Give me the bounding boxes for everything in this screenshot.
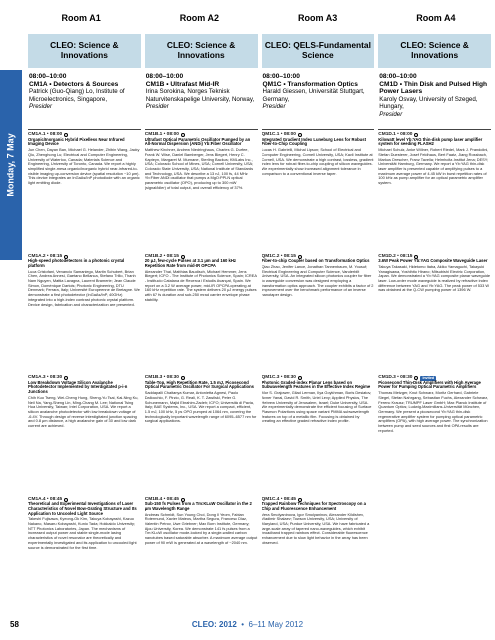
abstract-body: Takuya Takasaki, Hidetomo Itaba, Akiko Yamaguchi, Takayuki Yanagisawa, Yoshihito Hirano; Mitsubishi Electric Corporation, Japan. We demonstrated a Yb:YAG composite planar waveguide laser. Low-order mode waveguide is realized by refractive index difference between YAG and Yb:YAG. The peak power of 533 W was obtained at the Q-CW pumping power of 1396 W. [378, 263, 491, 293]
abstract-id-text: CM1B.2 • 08:15 [144, 253, 179, 259]
abstract-body: Thomas Metzger, Knut Schwarz, Moritz Gerhard, Gabriele Siegel, Stefan Nahrgang, Sebastian Fuchs, Alexander Schwarz, Ferenc Krausz; TRUMPF Laser GmbH; Max Planck Institute of Quantum Optics; Ludwig-Maximilians-Universität München, Germany. We present a picosecond Yb:YAG thin-disk regenerative amplifier system for pumping optical parametric amplifiers (OPA), with high average power. The synchronization between pump and seed sources and first OPA results are reported. [378, 390, 489, 433]
session-time: 08:00–10:00 [262, 73, 300, 80]
day-label: Monday, 7 May [6, 133, 17, 197]
abstract-title: Table-Top, High Repetition Rate, 1.5 mJ, Picosecond Optical Parametric Oscillator For Surgical Applications [144, 379, 254, 390]
abstract-title: Integrated Gradient Index Luneburg Lens for Robust Fiber-to-Chip Coupling [261, 136, 366, 147]
abstract-title: Fiber-to-chip Coupler based on Transformation Optics [261, 258, 370, 264]
session-time: 08:00–10:00 [29, 73, 67, 80]
abstract-id-text: CM1B.1 • 08:00 [144, 132, 179, 137]
abstract-entry [262, 495, 375, 617]
session-title: CM1D • Thin Disk and Pulsed High Power Lasers [379, 80, 488, 96]
abstract-title: High-speed photodetectors in a photonic crystal platform [28, 258, 125, 268]
abstract-body: Jun Chen, Dayan Ban, Michael G. Helander, Zhibin Wang, Jacky Qiu, Zhenghong Lu; Electrical and Computer Engineering, University of Waterloo, Canada; Materials Science and Engineering, University of Toronto, Canada. We report a highly simplified single-mesa organic/inorganic hybrid near-infrared-to-visible imaging up-conversion device (spatial resolution ~10 μm). This device integrates an InGaAs/InP photodiode with an organic light emitting diode. [28, 147, 140, 186]
session-presider-label: Presider [29, 103, 53, 111]
abstract-body: Lucas H. Gabrielli, Michal Lipson; School of Electrical and Computer Engineering, Cornell University, USA; Kavli Institute at Cornell, USA. We demonstrate a high contrast, lossless, gradient index lens for robust fiber-to-chip coupling of silicon waveguides. We experimentally show increased alignment tolerance in comparison to a conventional inverse taper. [261, 147, 374, 176]
abstract-id-text: QM1C.3 • 08:30 [261, 375, 296, 380]
room-header-row [22, 13, 495, 27]
abstract-title: Kilowatt level Yb:YAG thin-disk pump laser amplifier system for seeding FLASH2 [378, 136, 483, 147]
abstract-entry [145, 495, 258, 617]
day-side-tab [0, 70, 22, 260]
room-a1-label: Room A1 [61, 13, 101, 23]
session-time: 08:00–10:00 [379, 73, 417, 80]
abstract-id-text: QM1C.1 • 08:00 [261, 132, 296, 137]
session-block [145, 68, 258, 130]
session-chair: Karoly Osvay, University of Szeged, Hungary, [379, 95, 478, 111]
abstract-body: Luca Cristofani, Venancio Samaniego, Martin Schubert, Brian Chen, Andrea Annesi, Gaetano Bellanca, Stefano Trillo, Thanh Nam Nguyen, Mattia Lavagna, Laurent Bramerie; Jean Claude Simon, Doménique Dartois; Photonic Engineering, DTU Denmark; Ferrara, Italy; Université Europeenne de Bretagne. We demonstrate a first photodetector (InGaAs/InP, 40GHz) integrated into a high-index contrast photonic crystal platform. Device design, fabrication and characterization are presented. [28, 268, 140, 307]
abstract-id-text: CM1A.4 • 08:45 [28, 496, 63, 502]
abstract-body: Qiao Zhao, Jenifer Lance, Jonathan Tannenbaum, M. Yousuf; Electrical Engineering and Computer Science, Vanderbilt University, USA. An integrated silicon photonics coupler for fiber to waveguide conversion was designed employing a transformation optics approach. The coupler exhibits a factor of 2 improvement over the benchmark performance of an inverse nanotaper design. [261, 263, 374, 298]
page-footer [0, 620, 495, 632]
abstract-title: Sub-150 fs Pulses from a Tm:KLuW Oscillator in the 2 μm Wavelength Range [144, 501, 252, 511]
abstract-body: Mor S. Grajower, Gilad Lerman, Ilya Goykhman, Boris Desiatov, Avner Yanai, David R. Smith, Uriel Levy; Applied Physics, The Hebrew University of Jerusalem, Israel; Duke University, USA. We experimentally demonstrate the efficient focusing of Surface Plasmon Polaritons using space variant PMMA subwavelength features on top of a metallic film. Focusing is obtained by creating an effective graded refractive index profile. [261, 390, 372, 424]
abstract-id-text: CM1A.1 • 08:00 [28, 132, 63, 137]
track-header: CLEO: Science & Innovations [28, 34, 141, 68]
abstract-title: Photonic Graded-index Planar Lens based on Subwavelength Features in the Effective Index Regime [261, 379, 371, 390]
abstract-body: Alexander Thai, Matthias Baudisch, Michael Hemmer, Jens Biegert; ICFO - The Institute of Photonics Science, Spain; ICREA - Institucio Catalana de Recerca i Estudis Avançat, Spain. We report on a 3.2 W average power, mid-IR OPCPA operating at 160 kHz repetition rate. The system delivers 20 μJ energy pulses with 67 fs duration and sub-250 mrad carrier envelope phase stability. [144, 268, 257, 302]
abstract-body: Takeshi Fujisawa, Kyeong-Ok Kim, Takuya Kobayashi, Kazuo Nakano, Masaru Kobayashi, Kunio Tada; Hokkaido University; NTT Photonics Laboratories, Japan. The mechanisms of increased output power and stable single-mode lasing characteristics of novel resonator are theoretically and experimentally investigated and its application to uncooled light source is demonstrated for the first time. [28, 516, 137, 550]
abstract-title: Organic/Inorganic Hybrid Pixelless Near Infrared Imaging Device [28, 136, 125, 147]
schedule-columns [28, 34, 491, 616]
room-a4-label: Room A4 [416, 13, 456, 23]
abstract-body: Michael Schulz, Anke Willner, Robert Riedel, Mark J. Prandolini, Stefan Duesterer, Josef Feldhaus, Bert Faatz, Jiang Rossbach, Markus Drescher, Franz Tavella; Helmholtz-Institut Jena; DESY; Universität Hamburg, Germany. We report a Yb:YAG thin-disk laser amplifier is presented capable of amplifying pulses to a maximum average power of 4.45 kW in burst repetition rates of 100 kHz as pump amplifier for an optical parametric amplifier system. [378, 147, 489, 186]
schedule-column-3 [262, 34, 375, 616]
session-chair: Patrick (Guo-Qiang) Lo, Institute of Microelectronics, Singapore, [29, 88, 125, 103]
abstract-entry [28, 495, 141, 617]
abstract-entry [145, 373, 258, 495]
abstract-title: Theoretical and Experimental Investigations of Laser Characteristics of Novel Bow-Grating Structure and Its Application to Uncooled Light Source [28, 501, 137, 516]
session-chair: Irina Sorokina, Norges Teknisk Naturvitenskapelige University, Norway, [145, 88, 255, 103]
abstract-body: Saddapalli Chaitanya Kumar, Antonietta Agnesi, Paolo Dallocchio, F. Pirzio, G. Reali, K. T. Zawilski, Peter G. Schunemann, Majid Ebrahim-Zadeh; ICFO; Università di Pavia, Italy; BAE Systems, Inc., USA. We report a compact, efficient, 1.5 mJ, 100 kHz, 5 ps OPO pumped at 1064 nm, covering the technologically important wavelength range of 6095–6577 nm for surgical applications. [144, 390, 257, 424]
abstract-entry [262, 130, 375, 252]
abstract-entry [145, 130, 258, 252]
abstract-title: Trapped Rainbow Techniques for Spectroscopy on a Chip and Fluorescence Enhancement [261, 501, 366, 511]
abstract-id-text: CM1B.3 • 08:30 [144, 375, 179, 380]
abstract-id-text: CM1A.3 • 08:30 [28, 375, 63, 380]
abstract-title: 20 μJ, few-cycle Pulses at 3.1 μm and 160 kHz Repetition Rate from mid-IR OPCPA [144, 258, 236, 268]
track-header: CLEO: Science & Innovations [145, 34, 258, 68]
abstract-id-text: CM1D.3 • 08:30 [378, 375, 413, 380]
footer-conference: CLEO: 2012 • 6–11 May 2012 [191, 620, 304, 629]
abstract-body: Vera Smolyaninova, Igor Smolyaninov, Alexander Kildishev, Vladimir Shalaev; Towson University, USA; University of Maryland, USA; Purdue University, USA. We have fabricated a large-scale array of tapered nano-waveguides, which exhibit broadband trapped rainbow effect. Considerable fluorescence enhancement due to slow light behavior in the array has been observed. [261, 511, 370, 545]
abstract-body: Andreas Schmidt, Sun Young Choi, Dong Il Yeom, Fabian Rotermund, Xavier Mateos, Martha Segura, Francesc Diaz, Valentin Petrov, Uwe Griebner; Max Born Institute, Germany; Ajou University, Korea. We demonstrate 141 fs pulses from a Tm:KLuW oscillator mode-locked by a single-walled carbon nanotubes based saturable absorber. A maximum average output power of 90 mW is generated at a wavelength of ~2040 nm. [144, 511, 258, 545]
abstract-title: 3.6W Peak Power Yb:YAG Composite Waveguide Laser [378, 258, 488, 264]
schedule-column-4 [378, 34, 491, 616]
track-header: CLEO: Science & Innovations [378, 34, 491, 68]
session-block [378, 68, 491, 130]
abstract-body: Matthew Kirchner, Andrew Niedringhaus, Charles G. Durfee, Frank W. Wise, Daniel Bamberger, Jens Biegert, Henry C. Kapteyn, Margaret M. Murnane, Sterling Backus; KMLabs Inc., USA; Colorado School of Mines, USA; Cornell University, USA; Colorado State University, USA; National Institute of Standards and Technology, USA. We describe a 13 nJ, 100 fs, 44 MHz Yb:Fiber ANDi oscillator that pumps a MgO:PPLN optical parametric oscillator (OPO), producing up to 300 mW (signal/idler) of total output, and overall efficiency of 37%. [144, 147, 254, 190]
abstract-entry [378, 373, 491, 495]
abstract-body: Chih Kuo Tseng, Wei-Cheng Hung, Sheng-Yu Tsai, Kai-Ning Ku, Neil Na, Yang-Sheng Lin, Ming-Chang M. Lee; National Tsing Hua University, Taiwan; Intel Corporation, USA. We report a silicon avalanche photodetector with low breakdown voltage of -6.4V. Through design of reverse interdigitated junction spacing and 0.8 μm distance, a high avalanche gain of 30 and low dark current are achieved. [28, 394, 139, 429]
abstract-entry [262, 252, 375, 374]
session-time: 08:00–10:00 [145, 73, 184, 80]
abstract-title: Picosecond Thin-Disk Amplifiers with High Average Power for Pumping Optical Parametric Amplifiers [378, 379, 481, 390]
track-header: CLEO: QELS-Fundamental Science [262, 34, 375, 68]
abstract-entry [378, 130, 491, 252]
session-presider-label: Presider [145, 103, 169, 111]
session-title: QM1C • Transformation Optics [262, 80, 358, 88]
page-number: 58 [10, 620, 19, 629]
abstract-id-text: CM1A.2 • 08:15 [28, 253, 63, 259]
abstract-id-text: QM1C.2 • 08:15 [261, 253, 296, 259]
room-a3-label: Room A3 [298, 13, 338, 23]
abstract-entry [378, 495, 491, 617]
abstract-id-text: CM1B.4 • 08:45 [144, 496, 179, 502]
session-block [28, 68, 141, 130]
abstract-entry [28, 373, 141, 495]
session-chair: Harald Giessen, Universität Stuttgart, Germany, [262, 88, 365, 103]
abstract-title: Low Breakdown Voltage Silicon Avalanche Photodetector Implemented by Interdigitated p-i-n Junctions [28, 379, 128, 395]
room-a2-label: Room A2 [179, 13, 219, 23]
abstract-id-text: QM1C.4 • 08:45 [261, 496, 296, 502]
abstract-title: Ultrafast Optical Parametric Oscillator Pumped by an All-Normal Dispersion (ANDi) Yb:Fiber Oscillator [144, 136, 251, 147]
abstract-entry [28, 130, 141, 252]
session-presider-label: Presider [379, 110, 403, 118]
abstract-entry [28, 252, 141, 374]
session-title: CM1A • Detectors & Sources [29, 80, 119, 88]
schedule-column-1 [28, 34, 141, 616]
session-block [262, 68, 375, 130]
abstract-id-text: CM1D.2 • 08:15 [378, 253, 413, 259]
invited-badge: Invited [422, 376, 435, 380]
abstract-id-text: CM1D.1 • 08:00 [378, 132, 413, 137]
session-title: CM1B • Ultrafast Mid-IR [145, 80, 220, 88]
schedule-column-2 [145, 34, 258, 616]
abstract-entry [262, 373, 375, 495]
session-presider-label: Presider [262, 103, 286, 111]
abstract-entry [145, 252, 258, 374]
abstract-entry [378, 252, 491, 374]
